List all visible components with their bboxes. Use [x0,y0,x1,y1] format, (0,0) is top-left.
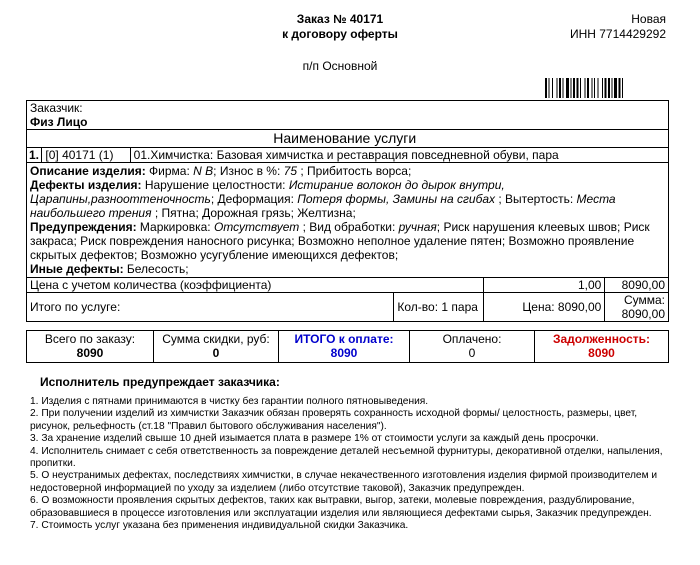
price-amount: 8090,00 [605,278,669,293]
discount-value: 0 [212,346,220,360]
payment-type: п/п Основной [302,59,378,73]
discount-cell [154,331,279,363]
service-heading [273,130,668,148]
warnings-text: Маркировка: [136,220,214,234]
defects-text: ; Пятна; Дорожная грязь; Желтизна; [151,206,356,220]
item-warnings [30,220,665,262]
defects-value: Места наибольшего трения [30,192,616,220]
warnings-value: Отсутствует [213,220,300,234]
notes-item: 1. Изделия с пятнами принимаются в чистку без гарантии полного пятновыведения. [30,396,429,407]
defects-value: Потеря формы, Замины на сгибах [297,192,495,206]
description-label: Описание изделия: [30,164,146,178]
item-other-defects [30,262,665,276]
due-cell [279,331,410,363]
defects-value: Истирание волокон до дырок внутри, Царапины,разнооттеночность [30,178,505,206]
item-defects [30,178,665,220]
notes-title: Исполнитель предупреждает заказчика: [40,375,280,389]
description-brand: N B [193,164,214,178]
notes-item: 6. О возможности проявления скрытых дефектов, таких как вытравки, выгор, затеки, молевые повреждения, раздублирование, образовавшиеся в процессе изготовления или эксплуатации изделия или являющиеся дефектами сырья, Заказчик предупрежден. [30,495,652,519]
debt-label: Задолженность: [552,332,651,346]
total-label: Всего по заказу: [44,332,136,346]
other-defects-label: Иные дефекты: [30,262,124,276]
notes-item: 2. При получении изделий из химчистки Заказчик обязан проверять сохранность исходной формы/ целостность, размеры, цвет, рисунок, рельефность (ст.18 "Правил бытового обслуживания населения"). [30,408,638,432]
service-total-price: Цена: 8090,00 [484,293,605,322]
notes-item: 5. О неустранимых дефектах, последствиях химчистки, в случае некачественного изготовления изделия фирмой производителем и недостоверной информацией по уходу за изделием (либо отсутствие таковой), Заказчик предупрежден. [30,470,658,494]
item-description [30,164,665,178]
order-table [26,100,669,322]
price-coef: 1,00 [484,278,605,293]
total-cell [27,331,154,363]
contract-subtitle: к договору оферты [282,27,398,41]
notes-list [30,396,670,532]
price-label: Цена с учетом количества (коэффициента) [27,278,484,293]
notes-item: 7. Стоимость услуг указана без применения индивидуальной скидки Заказчика. [30,520,409,532]
service-total-sum-value: 8090,00 [621,307,665,321]
barcode [545,78,665,98]
warnings-value: ручная [398,220,437,234]
service-total-qty: Кол-во: 1 пара [394,293,484,322]
order-title: Заказ № 40171 [296,12,384,26]
description-text: Фирма: [145,164,194,178]
service-total-sum-label: Сумма: [623,293,665,307]
service-total-sum [605,293,669,322]
notes-item: 3. За хранение изделий свыше 10 дней изымается плата в размере 1% от стоимости услуги за каждый день просрочки. [30,433,599,445]
order-status: Новая [631,12,666,26]
description-text: ; Прибитость ворса; [297,164,412,178]
description-wear: 75 [283,164,298,178]
defects-text: ; Деформация: [210,192,298,206]
due-label: ИТОГО к оплате: [294,332,394,346]
description-text: ; Износ в %: [213,164,284,178]
defects-text: ; Вытертость: [495,192,577,206]
notes-item: 4. Исполнитель снимает с себя ответственность за повреждение деталей несъемной фурнитуры, декоративной отделки, напыления, пропитки. [30,445,663,470]
warnings-text: ; Вид обработки: [299,220,399,234]
warnings-label: Предупреждения: [30,220,137,234]
defects-text: Нарушение целостности: [141,178,289,192]
discount-label: Сумма скидки, руб: [162,332,270,346]
customer-name: Физ Лицо [30,115,88,129]
due-value: 8090 [330,346,358,360]
paid-label: Оплачено: [442,332,502,346]
paid-value: 0 [468,346,476,360]
item-service: 01.Химчистка: Базовая химчистка и реставрация повседневной обуви, пара [130,148,668,163]
warnings-text: ; Риск нарушения клеевых швов; Риск закраса; Риск повреждения наносного рисунка; Возможно неполное удаление пятен; Возможно проявление скрытых дефектов; Возможно усугубление имеющихся дефектов; [30,220,650,262]
customer-label: Заказчик: [30,101,83,115]
item-code: [0] 40171 (1) [42,148,130,163]
service-heading-text: Наименование услуги [273,130,417,146]
other-defects-value: Белесость; [123,262,189,276]
debt-value: 8090 [588,346,615,360]
item-number: 1. [27,148,42,163]
total-value: 8090 [76,346,104,360]
inn-number: ИНН 7714429292 [569,27,666,41]
defects-label: Дефекты изделия: [30,178,142,192]
debt-cell [535,331,669,363]
customer-cell [27,101,669,130]
item-details [27,163,669,278]
paid-cell [410,331,535,363]
service-total-label: Итого по услуге: [27,293,394,322]
totals-table [26,330,669,363]
